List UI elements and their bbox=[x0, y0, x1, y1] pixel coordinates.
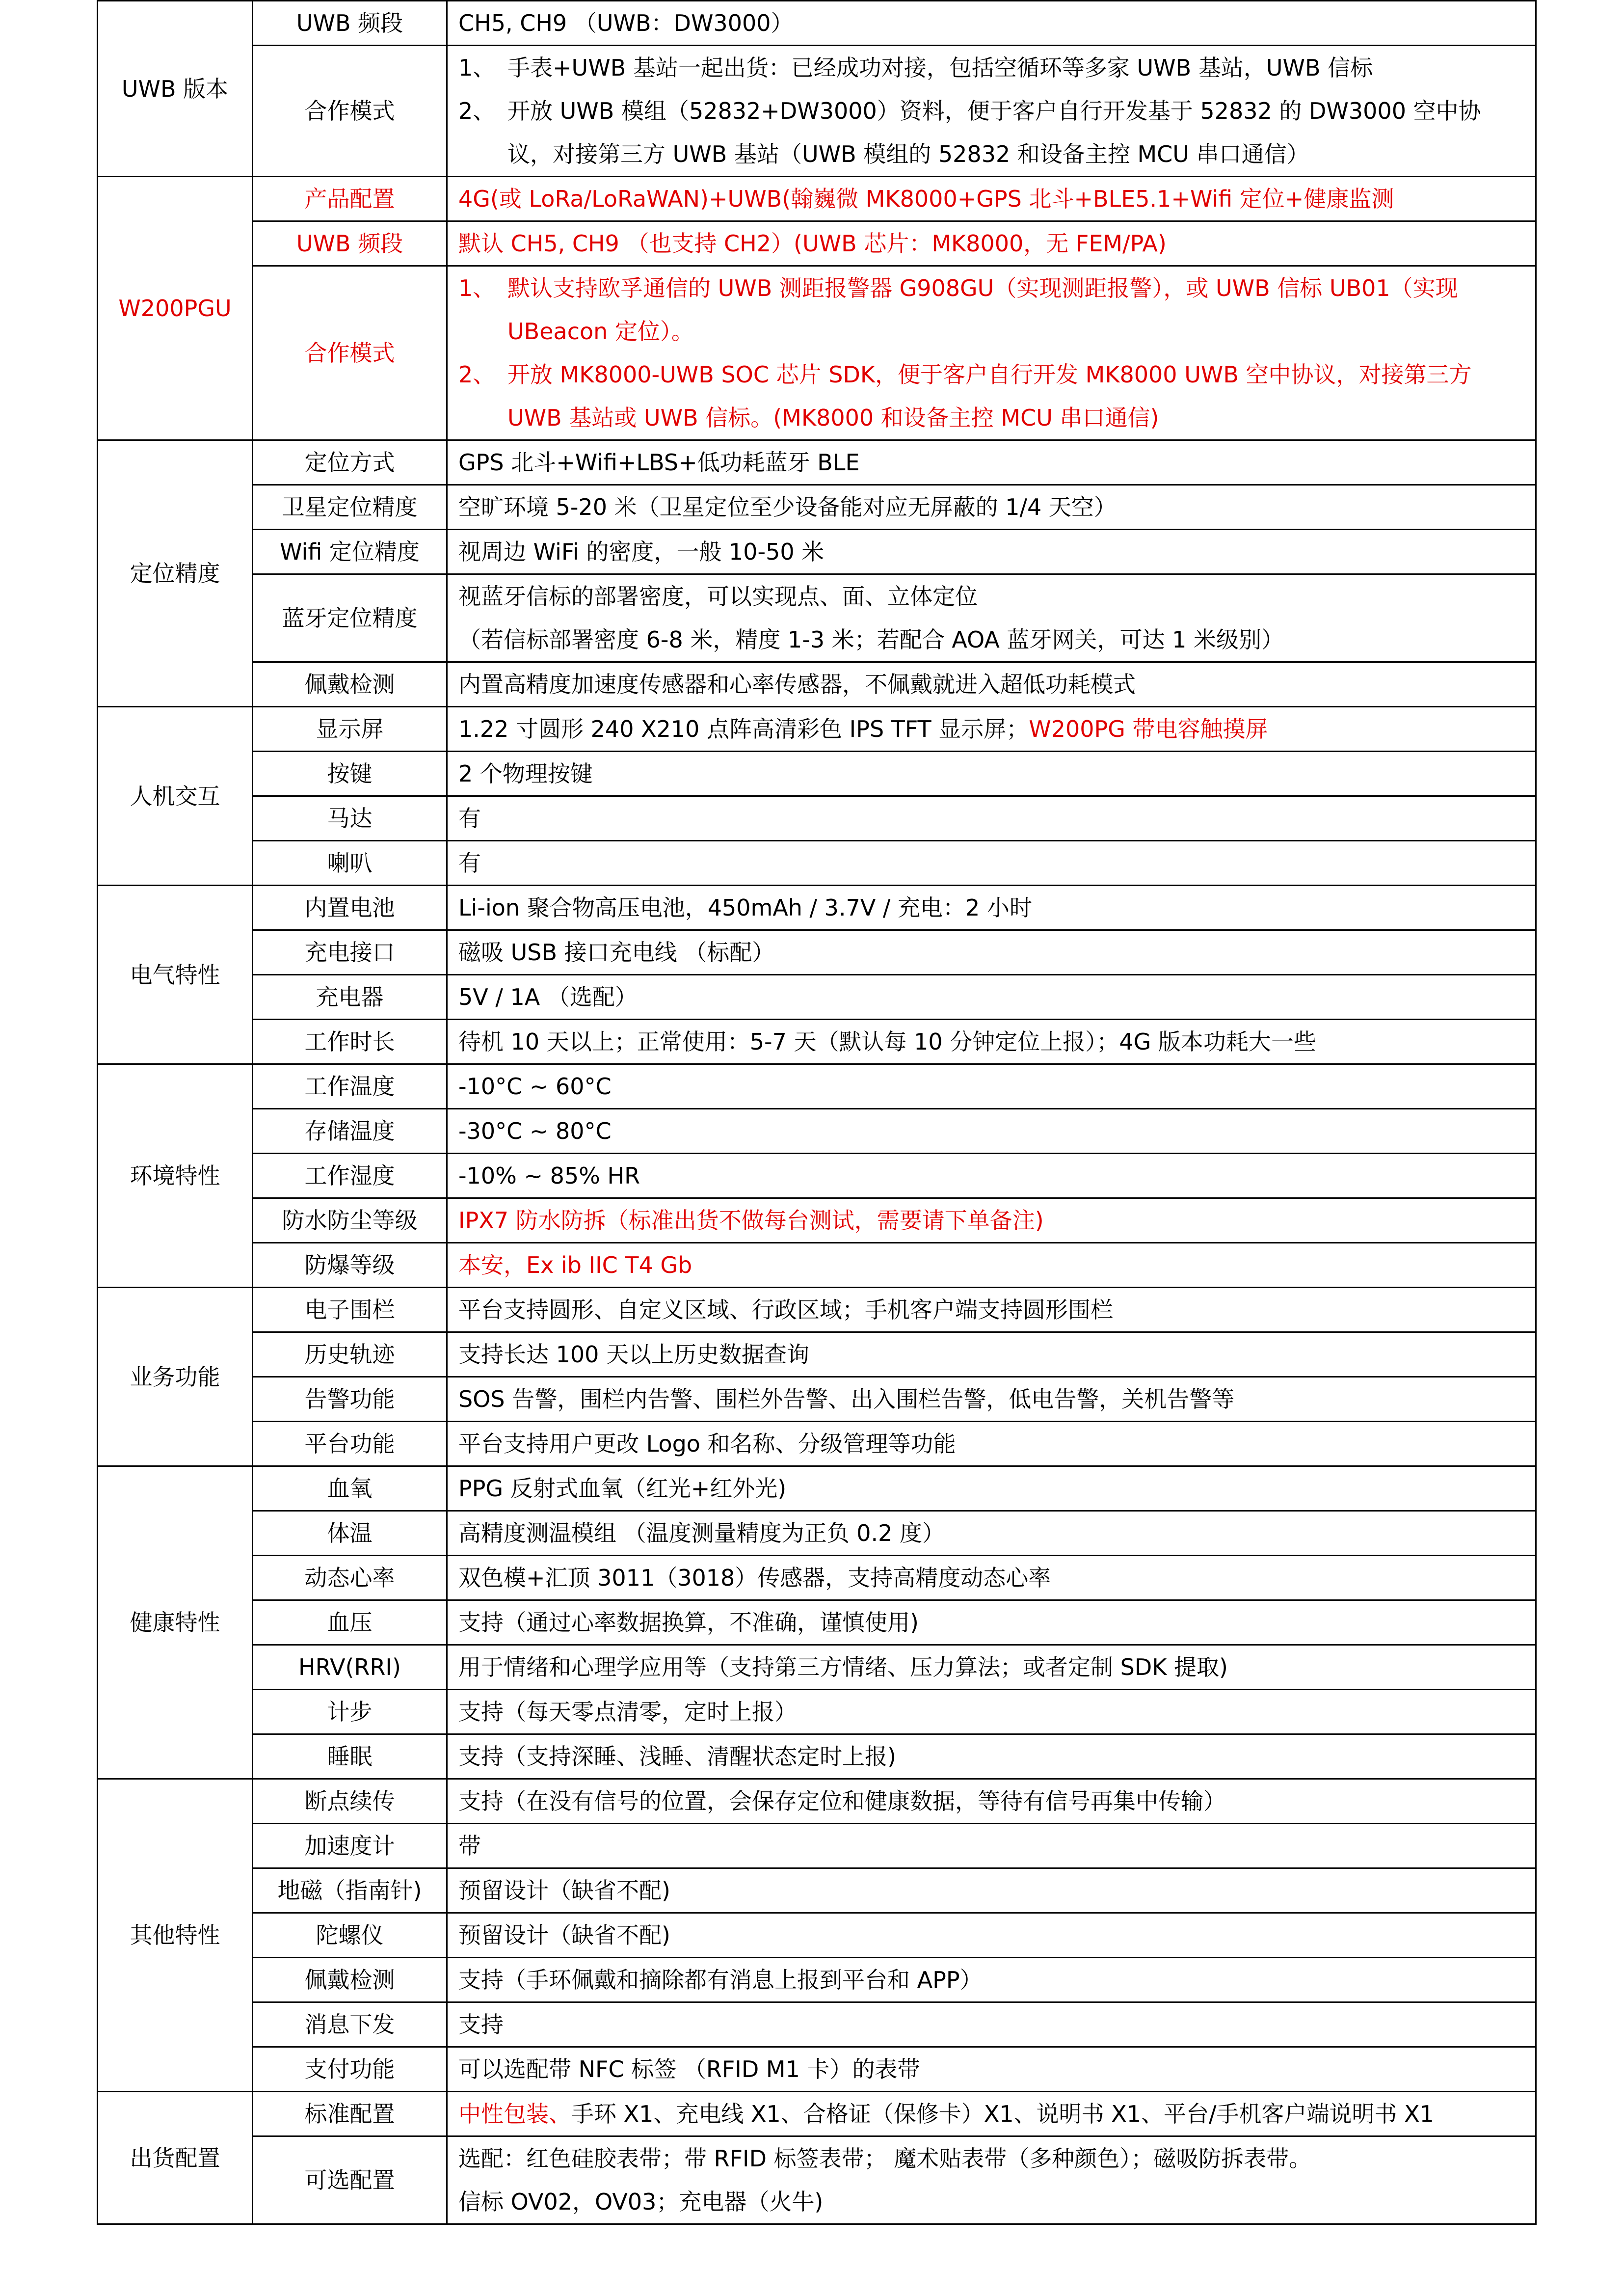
value-body-temp: 高精度测温模组 （温度测量精度为正负 0.2 度） bbox=[447, 1511, 1536, 1556]
value-motor: 有 bbox=[447, 796, 1536, 841]
group-uwb: UWB 版本 bbox=[98, 1, 253, 177]
table-row bbox=[98, 1154, 1536, 1198]
value-gyro: 预留设计（缺省不配) bbox=[447, 1913, 1536, 1958]
value-alarm: SOS 告警，围栏内告警、围栏外告警、出入围栏告警，低电告警，关机告警等 bbox=[447, 1377, 1536, 1422]
value-track: 支持长达 100 天以上历史数据查询 bbox=[447, 1332, 1536, 1377]
table-row bbox=[98, 1690, 1536, 1734]
label-storage-temp: 存储温度 bbox=[253, 1109, 447, 1154]
value-steps: 支持（每天零点清零，定时上报） bbox=[447, 1690, 1536, 1734]
label-uwb-coop: 合作模式 bbox=[253, 46, 447, 177]
label-wifi-accuracy: Wifi 定位精度 bbox=[253, 530, 447, 574]
value-compass: 预留设计（缺省不配) bbox=[447, 1868, 1536, 1913]
label-w200-coop: 合作模式 bbox=[253, 266, 447, 440]
value-spo2: PPG 反射式血氧（红光+红外光) bbox=[447, 1466, 1536, 1511]
value-button: 2 个物理按键 bbox=[447, 752, 1536, 796]
label-humidity: 工作湿度 bbox=[253, 1154, 447, 1198]
table-row bbox=[98, 1020, 1536, 1064]
table-row bbox=[98, 1824, 1536, 1868]
value-op-temp: -10°C ~ 60°C bbox=[447, 1064, 1536, 1109]
value-speaker: 有 bbox=[447, 841, 1536, 886]
value-message: 支持 bbox=[447, 2002, 1536, 2047]
table-row bbox=[98, 46, 1536, 177]
label-sat-accuracy: 卫星定位精度 bbox=[253, 485, 447, 530]
table-row bbox=[98, 1064, 1536, 1109]
table-row bbox=[98, 975, 1536, 1020]
value-uwb-freq: CH5, CH9 （UWB：DW3000） bbox=[447, 1, 1536, 46]
list-item: 1、 默认支持欧孚通信的 UWB 测距报警器 G908GU（实现测距报警），或 UWB 信标 UB01（实现 UBeacon 定位）。 bbox=[458, 275, 1458, 345]
label-bt-accuracy: 蓝牙定位精度 bbox=[253, 574, 447, 662]
label-sleep: 睡眠 bbox=[253, 1734, 447, 1779]
label-speaker: 喇叭 bbox=[253, 841, 447, 886]
table-row bbox=[98, 221, 1536, 266]
value-charge-port: 磁吸 USB 接口充电线 （标配） bbox=[447, 930, 1536, 975]
label-uwb-freq: UWB 频段 bbox=[253, 1, 447, 46]
table-row bbox=[98, 1868, 1536, 1913]
list-item: 2、 开放 MK8000-UWB SOC 芯片 SDK，便于客户自行开发 MK8000 UWB 空中协议，对接第三方 UWB 基站或 UWB 信标。(MK8000 和设备主控 MCU 串口通信) bbox=[458, 361, 1472, 431]
value-wear-detect: 内置高精度加速度传感器和心率传感器，不佩戴就进入超低功耗模式 bbox=[447, 662, 1536, 707]
table-row bbox=[98, 1288, 1536, 1332]
label-charge-port: 充电接口 bbox=[253, 930, 447, 975]
label-charger: 充电器 bbox=[253, 975, 447, 1020]
list-item: 2、 开放 UWB 模组（52832+DW3000）资料，便于客户自行开发基于 52832 的 DW3000 空中协议，对接第三方 UWB 基站（UWB 模组的 52832 和设备主控 MCU 串口通信） bbox=[458, 98, 1481, 167]
label-w200-freq: UWB 频段 bbox=[253, 221, 447, 266]
table-row bbox=[98, 1422, 1536, 1466]
table-row bbox=[98, 707, 1536, 752]
group-hci: 人机交互 bbox=[98, 707, 253, 886]
table-row bbox=[98, 1, 1536, 46]
table-row bbox=[98, 1958, 1536, 2002]
value-humidity: -10% ~ 85% HR bbox=[447, 1154, 1536, 1198]
group-positioning: 定位精度 bbox=[98, 440, 253, 707]
group-health: 健康特性 bbox=[98, 1466, 253, 1779]
value-wifi-accuracy: 视周边 WiFi 的密度，一般 10-50 米 bbox=[447, 530, 1536, 574]
table-row bbox=[98, 530, 1536, 574]
table-row bbox=[98, 752, 1536, 796]
value-heart-rate: 双色模+汇顶 3011（3018）传感器，支持高精度动态心率 bbox=[447, 1556, 1536, 1600]
table-row bbox=[98, 1377, 1536, 1422]
table-row bbox=[98, 1198, 1536, 1243]
label-wear-detect-2: 佩戴检测 bbox=[253, 1958, 447, 2002]
table-row bbox=[98, 1734, 1536, 1779]
value-ex-rating: 本安，Ex ib IIC T4 Gb bbox=[447, 1243, 1536, 1288]
label-motor: 马达 bbox=[253, 796, 447, 841]
label-track: 历史轨迹 bbox=[253, 1332, 447, 1377]
value-resume: 支持（在没有信号的位置，会保存定位和健康数据，等待有信号再集中传输） bbox=[447, 1779, 1536, 1824]
label-optional-config: 可选配置 bbox=[253, 2136, 447, 2224]
label-alarm: 告警功能 bbox=[253, 1377, 447, 1422]
table-row bbox=[98, 485, 1536, 530]
label-blood-pressure: 血压 bbox=[253, 1600, 447, 1645]
value-uwb-coop bbox=[447, 46, 1536, 177]
label-battery: 内置电池 bbox=[253, 886, 447, 930]
value-platform: 平台支持用户更改 Logo 和名称、分级管理等功能 bbox=[447, 1422, 1536, 1466]
label-compass: 地磁（指南针) bbox=[253, 1868, 447, 1913]
table-row bbox=[98, 1556, 1536, 1600]
table-row bbox=[98, 574, 1536, 662]
label-standard-config: 标准配置 bbox=[253, 2092, 447, 2136]
value-ip-rating: IPX7 防水防拆（标准出货不做每台测试，需要请下单备注) bbox=[447, 1198, 1536, 1243]
value-hrv: 用于情绪和心理学应用等（支持第三方情绪、压力算法；或者定制 SDK 提取) bbox=[447, 1645, 1536, 1690]
table-row bbox=[98, 2002, 1536, 2047]
list-item: 1、 手表+UWB 基站一起出货：已经成功对接，包括空循环等多家 UWB 基站，UWB 信标 bbox=[458, 54, 1373, 81]
table-row bbox=[98, 1332, 1536, 1377]
label-product-config: 产品配置 bbox=[253, 177, 447, 221]
value-bt-accuracy: 视蓝牙信标的部署密度，可以实现点、面、立体定位 （若信标部署密度 6-8 米，精度 1-3 米；若配合 AOA 蓝牙网关，可达 1 米级别） bbox=[447, 574, 1536, 662]
value-charger: 5V / 1A （选配） bbox=[447, 975, 1536, 1020]
group-w200pgu: W200PGU bbox=[98, 177, 253, 440]
value-sat-accuracy: 空旷环境 5-20 米（卫星定位至少设备能对应无屏蔽的 1/4 天空） bbox=[447, 485, 1536, 530]
label-hrv: HRV(RRI) bbox=[253, 1645, 447, 1690]
value-w200-coop bbox=[447, 266, 1536, 440]
label-resume: 断点续传 bbox=[253, 1779, 447, 1824]
value-product-config: 4G(或 LoRa/LoRaWAN)+UWB(翰巍微 MK8000+GPS 北斗+BLE5.1+Wifi 定位+健康监测 bbox=[447, 177, 1536, 221]
label-steps: 计步 bbox=[253, 1690, 447, 1734]
table-row bbox=[98, 1511, 1536, 1556]
label-runtime: 工作时长 bbox=[253, 1020, 447, 1064]
label-payment: 支付功能 bbox=[253, 2047, 447, 2092]
table-row bbox=[98, 1645, 1536, 1690]
label-button: 按键 bbox=[253, 752, 447, 796]
table-row bbox=[98, 1779, 1536, 1824]
table-row bbox=[98, 1913, 1536, 1958]
label-fence: 电子围栏 bbox=[253, 1288, 447, 1332]
table-row bbox=[98, 2136, 1536, 2224]
value-fence: 平台支持圆形、自定义区域、行政区域；手机客户端支持圆形围栏 bbox=[447, 1288, 1536, 1332]
value-sleep: 支持（支持深睡、浅睡、清醒状态定时上报) bbox=[447, 1734, 1536, 1779]
group-electrical: 电气特性 bbox=[98, 886, 253, 1064]
table-row bbox=[98, 1109, 1536, 1154]
value-blood-pressure: 支持（通过心率数据换算，不准确，谨慎使用) bbox=[447, 1600, 1536, 1645]
group-shipping: 出货配置 bbox=[98, 2092, 253, 2224]
value-w200-freq: 默认 CH5, CH9 （也支持 CH2）(UWB 芯片：MK8000，无 FEM/PA) bbox=[447, 221, 1536, 266]
label-message: 消息下发 bbox=[253, 2002, 447, 2047]
label-spo2: 血氧 bbox=[253, 1466, 447, 1511]
table-row bbox=[98, 1600, 1536, 1645]
table-row bbox=[98, 662, 1536, 707]
value-payment: 可以选配带 NFC 标签 （RFID M1 卡）的表带 bbox=[447, 2047, 1536, 2092]
value-storage-temp: -30°C ~ 80°C bbox=[447, 1109, 1536, 1154]
label-platform: 平台功能 bbox=[253, 1422, 447, 1466]
value-wear-detect-2: 支持（手环佩戴和摘除都有消息上报到平台和 APP） bbox=[447, 1958, 1536, 2002]
label-gyro: 陀螺仪 bbox=[253, 1913, 447, 1958]
group-environment: 环境特性 bbox=[98, 1064, 253, 1288]
value-display: 1.22 寸圆形 240 X210 点阵高清彩色 IPS TFT 显示屏；W200PG 带电容触摸屏 bbox=[447, 707, 1536, 752]
label-wear-detect: 佩戴检测 bbox=[253, 662, 447, 707]
table-row bbox=[98, 1243, 1536, 1288]
table-row bbox=[98, 177, 1536, 221]
table-row bbox=[98, 796, 1536, 841]
value-pos-method: GPS 北斗+Wifi+LBS+低功耗蓝牙 BLE bbox=[447, 440, 1536, 485]
label-accelerometer: 加速度计 bbox=[253, 1824, 447, 1868]
label-body-temp: 体温 bbox=[253, 1511, 447, 1556]
table-row bbox=[98, 2092, 1536, 2136]
label-ip-rating: 防水防尘等级 bbox=[253, 1198, 447, 1243]
value-optional-config: 选配：红色硅胶表带；带 RFID 标签表带； 魔术贴表带（多种颜色）；磁吸防拆表带。 信标 OV02，OV03；充电器（火牛) bbox=[447, 2136, 1536, 2224]
group-business: 业务功能 bbox=[98, 1288, 253, 1466]
label-display: 显示屏 bbox=[253, 707, 447, 752]
table-row bbox=[98, 440, 1536, 485]
table-row bbox=[98, 2047, 1536, 2092]
spec-table bbox=[97, 0, 1537, 2225]
value-battery: Li-ion 聚合物高压电池，450mAh / 3.7V / 充电：2 小时 bbox=[447, 886, 1536, 930]
value-accelerometer: 带 bbox=[447, 1824, 1536, 1868]
table-row bbox=[98, 266, 1536, 440]
label-ex-rating: 防爆等级 bbox=[253, 1243, 447, 1288]
label-heart-rate: 动态心率 bbox=[253, 1556, 447, 1600]
table-row bbox=[98, 886, 1536, 930]
value-standard-config: 中性包装、手环 X1、充电线 X1、合格证（保修卡）X1、说明书 X1、平台/手机客户端说明书 X1 bbox=[447, 2092, 1536, 2136]
group-other: 其他特性 bbox=[98, 1779, 253, 2092]
label-pos-method: 定位方式 bbox=[253, 440, 447, 485]
table-row bbox=[98, 841, 1536, 886]
value-runtime: 待机 10 天以上；正常使用：5-7 天（默认每 10 分钟定位上报）；4G 版本功耗大一些 bbox=[447, 1020, 1536, 1064]
label-op-temp: 工作温度 bbox=[253, 1064, 447, 1109]
table-row bbox=[98, 1466, 1536, 1511]
table-row bbox=[98, 930, 1536, 975]
